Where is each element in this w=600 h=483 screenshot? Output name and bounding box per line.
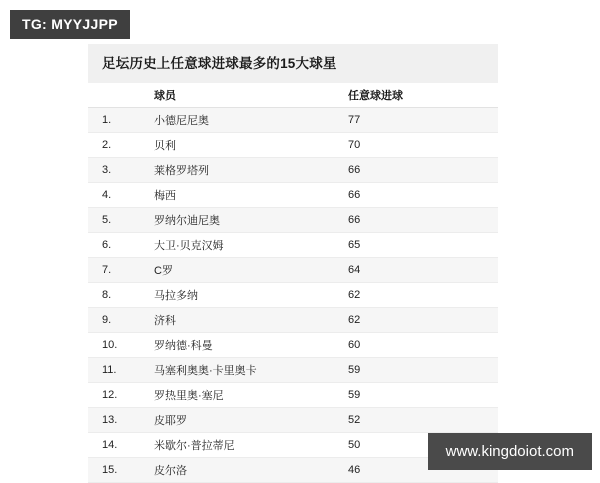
cell-player: 小德尼尼奥 — [150, 108, 346, 133]
cell-rank: 11. — [88, 358, 150, 383]
table-row — [88, 158, 498, 183]
cell-player: 贝利 — [150, 133, 346, 158]
table-row — [88, 308, 498, 333]
cell-rank: 5. — [88, 208, 150, 233]
cell-goals: 66 — [346, 208, 498, 233]
cell-rank: 15. — [88, 458, 150, 483]
cell-player: 米歇尔·普拉蒂尼 — [150, 433, 346, 458]
cell-goals: 62 — [346, 308, 498, 333]
cell-goals: 62 — [346, 283, 498, 308]
cell-goals: 66 — [346, 183, 498, 208]
table-row — [88, 208, 498, 233]
cell-goals: 60 — [346, 333, 498, 358]
cell-goals: 46 — [346, 458, 498, 483]
cell-goals: 70 — [346, 133, 498, 158]
cell-player: 罗纳尔迪尼奥 — [150, 208, 346, 233]
column-header-player: 球员 — [150, 83, 346, 108]
cell-goals: 52 — [346, 408, 498, 433]
cell-goals: 59 — [346, 358, 498, 383]
cell-player: 罗热里奥·塞尼 — [150, 383, 346, 408]
cell-player: 梅西 — [150, 183, 346, 208]
cell-rank: 2. — [88, 133, 150, 158]
cell-player: 马拉多纳 — [150, 283, 346, 308]
cell-goals: 50 — [346, 433, 498, 458]
table-row — [88, 258, 498, 283]
table-row — [88, 108, 498, 133]
table-body — [88, 108, 498, 483]
table-header-row — [88, 83, 498, 108]
cell-player: 罗纳德·科曼 — [150, 333, 346, 358]
cell-rank: 12. — [88, 383, 150, 408]
cell-goals: 65 — [346, 233, 498, 258]
cell-rank: 7. — [88, 258, 150, 283]
cell-rank: 6. — [88, 233, 150, 258]
ranking-card — [88, 44, 498, 483]
cell-rank: 8. — [88, 283, 150, 308]
cell-goals: 59 — [346, 383, 498, 408]
table-row — [88, 333, 498, 358]
table-row — [88, 233, 498, 258]
cell-rank: 4. — [88, 183, 150, 208]
cell-player: 皮耶罗 — [150, 408, 346, 433]
cell-player: 莱格罗塔列 — [150, 158, 346, 183]
cell-rank: 14. — [88, 433, 150, 458]
column-header-rank — [88, 83, 150, 108]
cell-player: 皮尔洛 — [150, 458, 346, 483]
cell-rank: 10. — [88, 333, 150, 358]
cell-player: 大卫·贝克汉姆 — [150, 233, 346, 258]
telegram-watermark: TG: MYYJJPP — [10, 10, 130, 39]
site-watermark: www.kingdoiot.com — [428, 433, 592, 470]
table-row — [88, 408, 498, 433]
ranking-table — [88, 83, 498, 483]
cell-rank: 3. — [88, 158, 150, 183]
column-header-goals: 任意球进球 — [346, 83, 498, 108]
table-row — [88, 183, 498, 208]
cell-rank: 9. — [88, 308, 150, 333]
page-title: 足坛历史上任意球进球最多的15大球星 — [88, 44, 498, 83]
table-row — [88, 358, 498, 383]
cell-rank: 13. — [88, 408, 150, 433]
table-row — [88, 283, 498, 308]
cell-rank: 1. — [88, 108, 150, 133]
cell-goals: 66 — [346, 158, 498, 183]
cell-player: 马塞利奥奥·卡里奥卡 — [150, 358, 346, 383]
table-header — [88, 83, 498, 108]
cell-player: 济科 — [150, 308, 346, 333]
table-row — [88, 133, 498, 158]
cell-player: C罗 — [150, 258, 346, 283]
cell-goals: 77 — [346, 108, 498, 133]
table-row — [88, 383, 498, 408]
cell-goals: 64 — [346, 258, 498, 283]
